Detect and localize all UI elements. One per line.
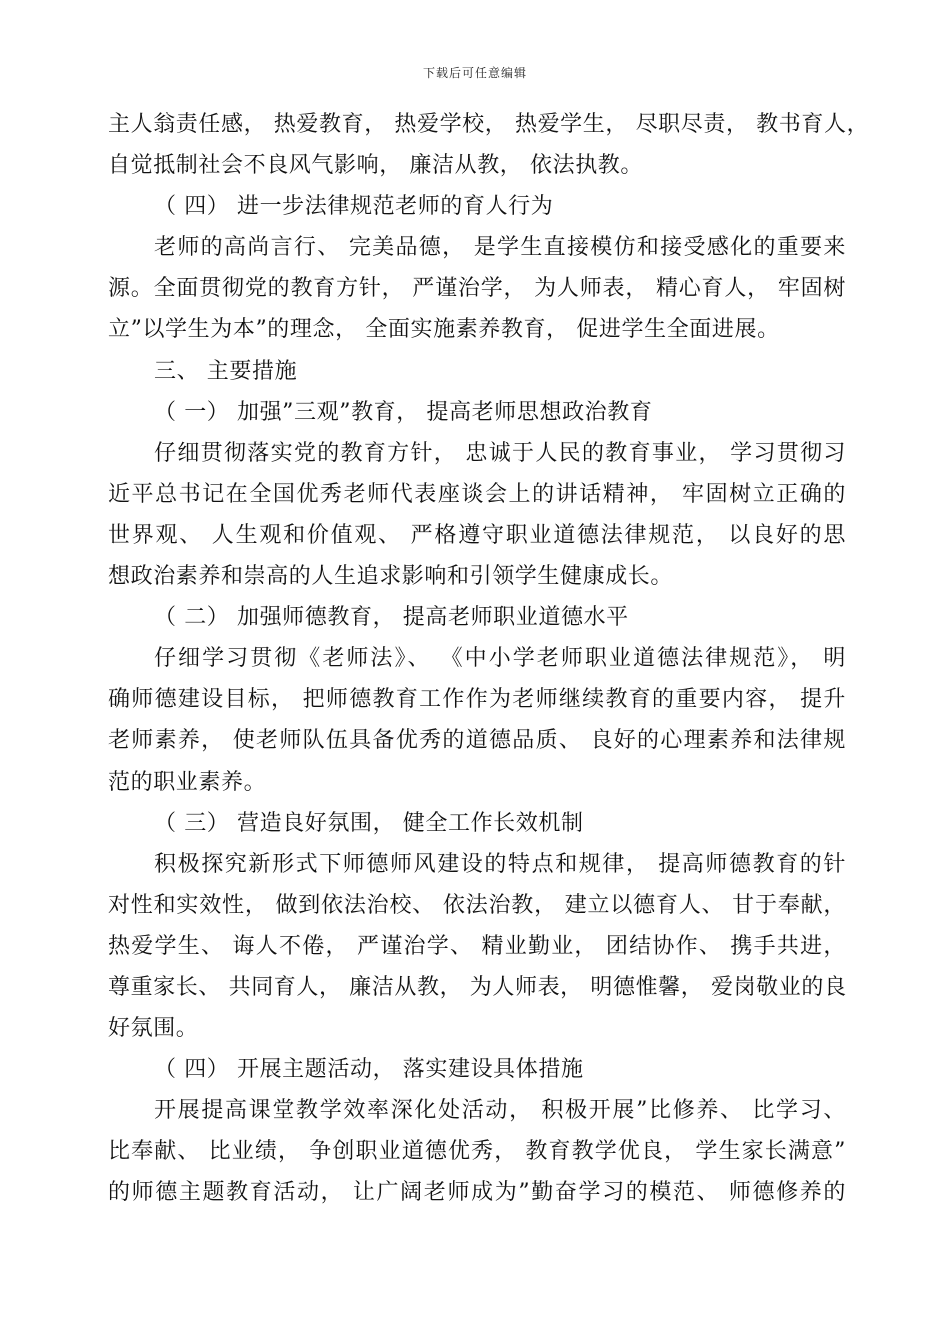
text-line: 想政治素养和崇高的人生追求影响和引领学生健康成长。 xyxy=(108,564,674,590)
text-line: （ 四） 开展主题活动， 落实建设具体措施 xyxy=(154,1057,584,1083)
text-line: （ 三） 营造良好氛围， 健全工作长效机制 xyxy=(154,810,584,836)
text-line: （ 二） 加强师德教育， 提高老师职业道德水平 xyxy=(154,605,629,631)
text-line: 开展提高课堂教学效率深化处活动， 积极开展”比修养、 比学习、 xyxy=(154,1098,846,1124)
text-line: 源。全面贯彻党的教育方针， 严谨治学， 为人师表， 精心育人， 牢固树 xyxy=(108,276,846,302)
text-line: 好氛围。 xyxy=(108,1016,199,1042)
text-line: 对性和实效性， 做到依法治校、 依法治教， 建立以德育人、 甘于奉献， xyxy=(108,892,846,918)
text-line: （ 四） 进一步法律规范老师的育人行为 xyxy=(154,194,554,220)
text-line: 热爱学生、 诲人不倦， 严谨治学、 精业勤业， 团结协作、 携手共进， xyxy=(108,933,846,959)
text-line: 主人翁责任感， 热爱教育， 热爱学校， 热爱学生， 尽职尽责， 教书育人， xyxy=(108,112,870,137)
text-line: 自觉抵制社会不良风气影响， 廉洁从教， 依法执教。 xyxy=(108,153,643,179)
text-line: 世界观、 人生观和价值观、 严格遵守职业道德法律规范， 以良好的思 xyxy=(108,522,846,548)
text-line: 仔细学习贯彻《老师法》、 《中小学老师职业道德法律规范》， 明 xyxy=(154,646,846,672)
document-body xyxy=(108,104,870,1214)
text-line: 老师素养， 使老师队伍具备优秀的道德品质、 良好的心理素养和法律规 xyxy=(108,728,846,754)
text-line: 积极探究新形式下师德师风建设的特点和规律， 提高师德教育的针 xyxy=(154,851,846,877)
text-line: 比奉献、 比业绩， 争创职业道德优秀， 教育教学优良， 学生家长满意” xyxy=(108,1139,846,1165)
text-line: 的师德主题教育活动， 让广阔老师成为”勤奋学习的模范、 师德修养的 xyxy=(108,1180,846,1206)
text-line: 老师的高尚言行、 完美品德， 是学生直接模仿和接受感化的重要来 xyxy=(154,235,846,261)
text-line: 仔细贯彻落实党的教育方针， 忠诚于人民的教育事业， 学习贯彻习 xyxy=(154,440,846,466)
text-line: 确师德建设目标， 把师德教育工作作为老师继续教育的重要内容， 提升 xyxy=(108,687,846,713)
text-line: 三、 主要措施 xyxy=(154,358,298,384)
text-line: 尊重家长、 共同育人， 廉洁从教， 为人师表， 明德惟馨， 爱岗敬业的良 xyxy=(108,974,847,1000)
text-line: 近平总书记在全国优秀老师代表座谈会上的讲话精神， 牢固树立正确的 xyxy=(108,481,846,507)
page-header: 下载后可任意编辑 xyxy=(422,66,527,80)
text-line: 立”以学生为本”的理念， 全面实施素养教育， 促进学生全面进展。 xyxy=(108,317,780,343)
text-line: 范的职业素养。 xyxy=(108,769,267,795)
text-line: （ 一） 加强”三观”教育， 提高老师思想政治教育 xyxy=(154,399,653,425)
